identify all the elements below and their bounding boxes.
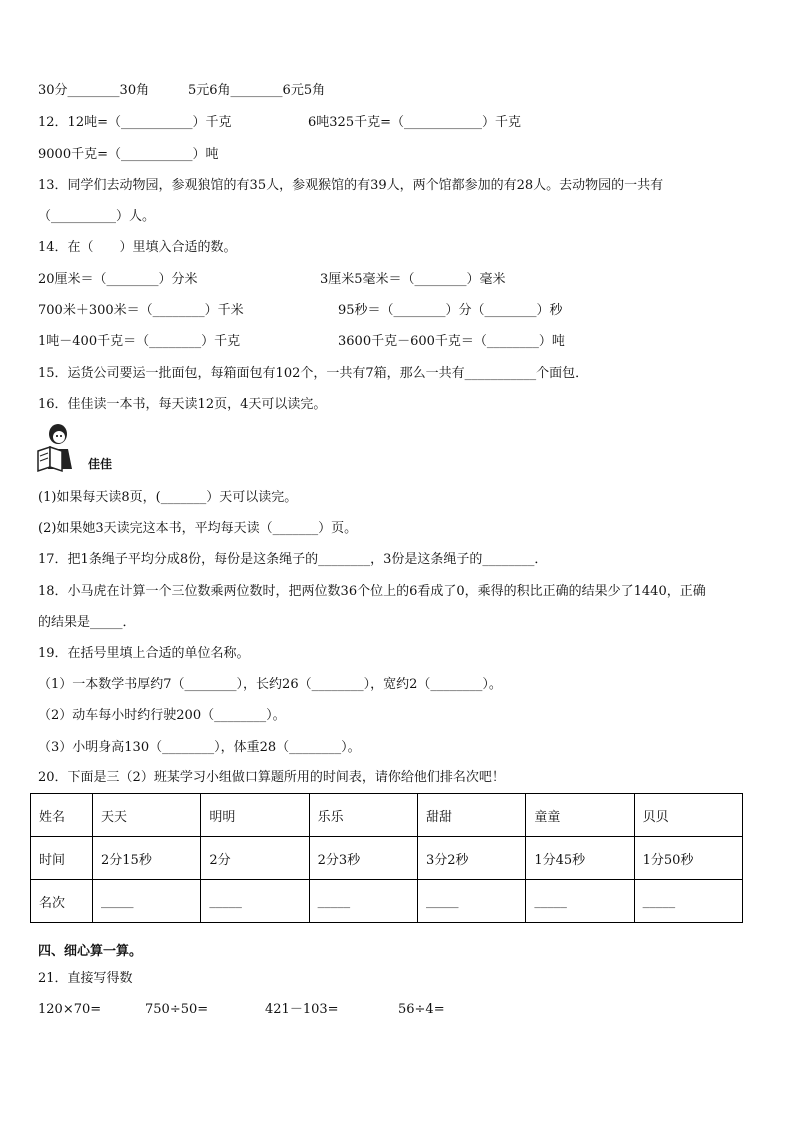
q21-title: 21．直接写得数 xyxy=(38,971,133,986)
q19-sub3: （3）小明身高130（________），体重28（________）。 xyxy=(38,740,361,755)
rank-blank: _____ xyxy=(526,880,634,923)
ranking-table xyxy=(30,793,743,923)
rank-blank: _____ xyxy=(309,880,417,923)
q19-sub1: （1）一本数学书厚约7（________），长约26（________），宽约2（________）。 xyxy=(38,677,502,692)
table-row-ranks xyxy=(31,880,743,923)
q13-answer: （__________）人。 xyxy=(38,209,156,224)
rank-blank: _____ xyxy=(417,880,525,923)
table-cell: 时间 xyxy=(31,837,93,880)
q21-item-4: 56÷4= xyxy=(398,1002,445,1017)
q12-row-a: 12．12吨=（___________）千克 xyxy=(38,115,232,130)
table-cell: 名次 xyxy=(31,880,93,923)
q20-text: 20．下面是三（2）班某学习小组做口算题所用的时间表，请你给他们排名次吧！ xyxy=(38,770,505,785)
q12-row-b: 6吨325千克=（____________）千克 xyxy=(308,115,521,130)
q12-row-c: 9000千克=（___________）吨 xyxy=(38,147,219,162)
q15-text: 15．运货公司要运一批面包，每箱面包有102个，一共有7箱，那么一共有___________个面包． xyxy=(38,366,589,381)
q11-row-a: 30分________30角 xyxy=(38,83,150,98)
q14-row3-b: 3600千克－600千克＝（________）吨 xyxy=(338,334,565,349)
table-cell: 甜甜 xyxy=(417,794,525,837)
q17-text: 17．把1条绳子平均分成8份，每份是这条绳子的________，3份是这条绳子的________． xyxy=(38,552,548,567)
q16-sub1: (1)如果每天读8页，(_______）天可以读完。 xyxy=(38,490,298,505)
table-cell: 贝贝 xyxy=(634,794,742,837)
table-cell: 天天 xyxy=(93,794,201,837)
q14-row1-b: 3厘米5毫米＝（________）毫米 xyxy=(320,272,506,287)
rank-blank: _____ xyxy=(93,880,201,923)
table-cell: 明明 xyxy=(201,794,309,837)
table-row-names xyxy=(31,794,743,837)
q14-row2-a: 700米＋300米＝（________）千米 xyxy=(38,303,244,318)
q14-title: 14．在（ ）里填入合适的数。 xyxy=(38,240,237,255)
table-cell: 童童 xyxy=(526,794,634,837)
rank-blank: _____ xyxy=(634,880,742,923)
table-cell: 2分15秒 xyxy=(93,837,201,880)
table-cell: 2分3秒 xyxy=(309,837,417,880)
q21-item-2: 750÷50= xyxy=(145,1002,209,1017)
q14-row1-a: 20厘米＝（________）分米 xyxy=(38,272,198,287)
rank-blank: _____ xyxy=(201,880,309,923)
table-cell: 1分50秒 xyxy=(634,837,742,880)
table-cell: 姓名 xyxy=(31,794,93,837)
q19-title: 19．在括号里填上合适的单位名称。 xyxy=(38,646,250,661)
q16-sub2: (2)如果她3天读完这本书，平均每天读（_______）页。 xyxy=(38,521,358,536)
reading-girl-illustration xyxy=(36,421,116,473)
q21-item-1: 120×70= xyxy=(38,1002,102,1017)
table-cell: 1分45秒 xyxy=(526,837,634,880)
q18-text: 18．小马虎在计算一个三位数乘两位数时，把两位数36个位上的6看成了0，乘得的积比正确的结果少了1440，正确 xyxy=(38,584,706,599)
q14-row2-b: 95秒＝（________）分（________）秒 xyxy=(338,303,563,318)
q14-row3-a: 1吨－400千克＝（________）千克 xyxy=(38,334,241,349)
q13-text: 13．同学们去动物园，参观狼馆的有35人，参观猴馆的有39人，两个馆都参加的有28人。去动物园的一共有 xyxy=(38,178,664,193)
table-cell: 3分2秒 xyxy=(417,837,525,880)
q11-row-b: 5元6角________6元5角 xyxy=(188,83,326,98)
section-four-heading: 四、细心算一算。 xyxy=(38,944,143,959)
table-row-times xyxy=(31,837,743,880)
table-cell: 2分 xyxy=(201,837,309,880)
q16-text: 16．佳佳读一本书，每天读12页，4天可以读完。 xyxy=(38,397,327,412)
q21-item-3: 421－103= xyxy=(265,1002,339,1017)
avatar-caption: 佳佳 xyxy=(88,457,113,471)
q18-text-cont: 的结果是_____． xyxy=(38,615,136,630)
q19-sub2: （2）动车每小时约行驶200（________）。 xyxy=(38,708,286,723)
table-cell: 乐乐 xyxy=(309,794,417,837)
